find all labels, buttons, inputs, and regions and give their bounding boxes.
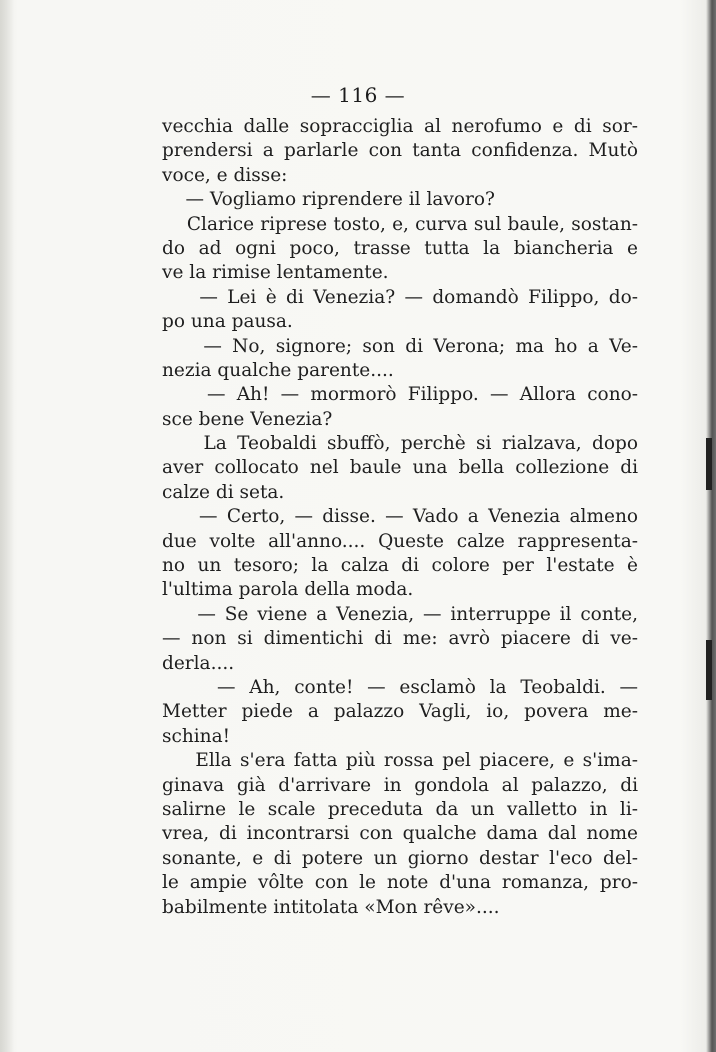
page-number: — 116 —: [310, 83, 406, 107]
text-line: prendersi a parlarle con tanta confidenza. Mutò: [162, 140, 638, 162]
text-line: — Vogliamo riprendere il lavoro?: [162, 189, 495, 211]
page-gutter-shadow: [0, 0, 14, 1052]
page-edge-mark: [706, 438, 712, 490]
text-line: voce, e disse:: [162, 164, 288, 186]
text-line: po una pausa.: [162, 311, 293, 333]
text-line: schina!: [162, 725, 231, 747]
text-line: no un tesoro; la calza di colore per l'estate è: [162, 555, 638, 577]
page-edge-mark: [706, 640, 712, 700]
text-line: salirne le scale preceduta da un valletto in li-: [162, 798, 638, 820]
text-line: calze di seta.: [162, 481, 285, 503]
text-line: Clarice riprese tosto, e, curva sul baule, sostan-: [162, 213, 638, 235]
page-right-edge: [706, 0, 716, 1052]
text-line: le ampie vôlte con le note d'una romanza, pro-: [162, 872, 638, 894]
text-line: ginava già d'arrivare in gondola al palazzo, di: [162, 774, 638, 796]
text-line: vecchia dalle sopracciglia al nerofumo e di sor-: [162, 116, 638, 137]
text-line: — Ah! — mormorò Filippo. — Allora cono-: [162, 384, 638, 406]
text-line: do ad ogni poco, trasse tutta la biancheria e: [162, 237, 638, 259]
text-line: derla....: [162, 652, 235, 674]
text-line: La Teobaldi sbuffò, perchè si rialzava, dopo: [162, 433, 638, 455]
text-line: Metter piede a palazzo Vagli, io, povera me-: [162, 701, 638, 723]
text-line: l'ultima parola della moda.: [162, 579, 414, 601]
body-text: [162, 115, 638, 920]
text-line: ve la rimise lentamente.: [162, 262, 389, 284]
text-line: aver collocato nel baule una bella collezione di: [162, 457, 638, 479]
text-line: — No, signore; son di Verona; ma ho a Ve-: [162, 335, 638, 357]
text-line: — Certo, — disse. — Vado a Venezia almeno: [162, 506, 638, 528]
text-line: — Lei è di Venezia? — domandò Filippo, do-: [162, 286, 638, 308]
text-line: sonante, e di potere un giorno destar l'eco del-: [162, 847, 638, 869]
text-line: — Ah, conte! — esclamò la Teobaldi. —: [162, 676, 638, 698]
text-line: due volte all'anno.... Queste calze rappresenta-: [162, 530, 638, 552]
text-line: sce bene Venezia?: [162, 408, 333, 430]
text-line: nezia qualche parente....: [162, 359, 394, 381]
text-line: babilmente intitolata «Mon rêve»....: [162, 896, 500, 918]
text-line: Ella s'era fatta più rossa pel piacere, e s'ima-: [162, 750, 638, 772]
text-line: vrea, di incontrarsi con qualche dama dal nome: [162, 823, 638, 845]
text-line: — Se viene a Venezia, — interruppe il conte,: [162, 603, 638, 625]
text-line: — non si dimentichi di me: avrò piacere di ve-: [162, 628, 638, 650]
